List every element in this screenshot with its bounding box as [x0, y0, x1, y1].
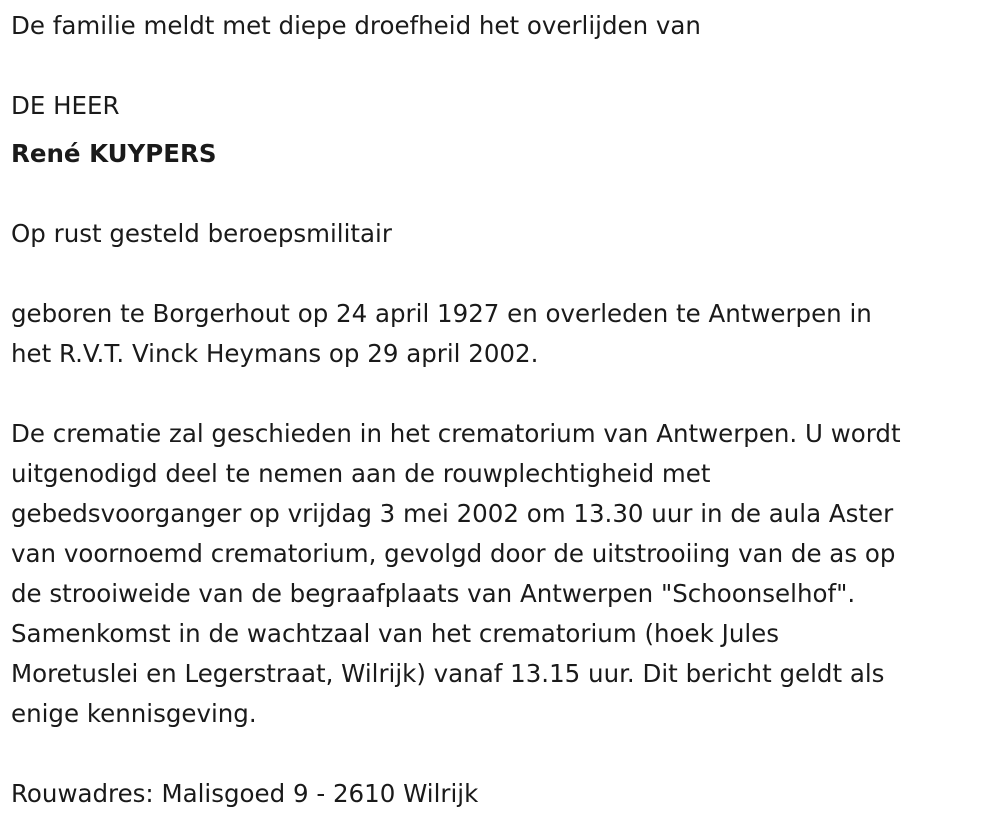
text-line: Samenkomst in de wachtzaal van het crematorium (hoek Jules — [11, 619, 779, 648]
occupation: Op rust gesteld beroepsmilitair — [11, 219, 392, 248]
ceremony-paragraph — [11, 414, 991, 734]
deceased-name: René KUYPERS — [11, 139, 217, 168]
mourning-address: Rouwadres: Malisgoed 9 - 2610 Wilrijk — [11, 779, 479, 808]
text-line: geboren te Borgerhout op 24 april 1927 en overleden te Antwerpen in — [11, 299, 872, 328]
death-notice — [11, 6, 991, 814]
spacer — [11, 254, 991, 294]
text-line: van voornoemd crematorium, gevolgd door de uitstrooiing van de as op — [11, 539, 896, 568]
text-line: de strooiweide van de begraafplaats van Antwerpen "Schoonselhof". — [11, 579, 856, 608]
spacer — [11, 734, 991, 774]
intro-text: De familie meldt met diepe droefheid het overlijden van — [11, 11, 701, 40]
spacer — [11, 46, 991, 86]
spacer — [11, 374, 991, 414]
honorific: DE HEER — [11, 91, 120, 120]
spacer — [11, 174, 991, 214]
text-line: het R.V.T. Vinck Heymans op 29 april 2002. — [11, 339, 539, 368]
text-line: Moretuslei en Legerstraat, Wilrijk) vanaf 13.15 uur. Dit bericht geldt als — [11, 659, 885, 688]
text-line: gebedsvoorganger op vrijdag 3 mei 2002 om 13.30 uur in de aula Aster — [11, 499, 894, 528]
text-line: De crematie zal geschieden in het crematorium van Antwerpen. U wordt — [11, 419, 901, 448]
text-line: uitgenodigd deel te nemen aan de rouwplechtigheid met — [11, 459, 711, 488]
birth-death-paragraph — [11, 294, 991, 374]
text-line: enige kennisgeving. — [11, 699, 257, 728]
